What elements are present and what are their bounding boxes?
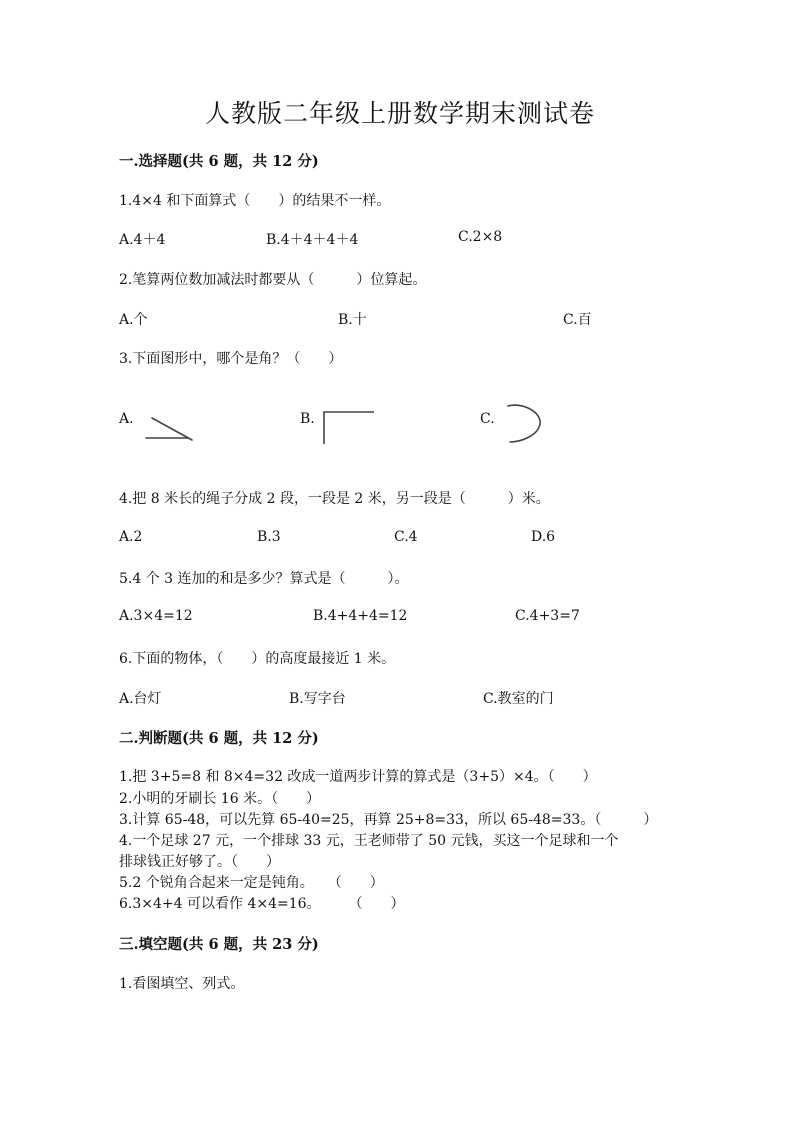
question-6-option-c: C.教室的门 <box>483 691 554 707</box>
judgement-item-3: 3.计算 65-48，可以先算 65-40=25，再算 25+8=33，所以 65-48=33。（ ） <box>119 812 658 828</box>
question-4-option-a: A.2 <box>119 529 143 545</box>
question-2-option-b: B.十 <box>338 312 367 328</box>
option-c-curve-figure <box>500 400 550 448</box>
question-3-stem: 3.下面图形中，哪个是角？（ ） <box>119 351 343 367</box>
question-4-option-b: B.3 <box>257 529 281 545</box>
question-6-option-a: A.台灯 <box>119 691 162 707</box>
option-a-figure <box>140 412 200 442</box>
question-4-option-c: C.4 <box>394 529 418 545</box>
option-b-angle-figure <box>320 408 380 448</box>
question-2-option-c: C.百 <box>563 312 592 328</box>
page-title: 人教版二年级上册数学期末测试卷 <box>204 99 595 128</box>
question-1-stem: 1.4×4 和下面算式（ ）的结果不一样。 <box>119 193 391 209</box>
question-5-option-c: C.4+3=7 <box>515 608 580 624</box>
judgement-item-2: 2.小明的牙刷长 16 米。（ ） <box>119 791 321 807</box>
question-4-option-d: D.6 <box>531 529 556 545</box>
question-5-option-b: B.4+4+4=12 <box>313 608 408 624</box>
question-2-option-a: A.个 <box>119 312 148 328</box>
section-heading-fill-blank: 三.填空题(共 6 题，共 23 分) <box>119 936 319 953</box>
question-3-option-b: B. <box>300 411 315 427</box>
question-6-option-b: B.写字台 <box>289 691 346 707</box>
question-1-option-b: B.4＋4＋4＋4 <box>266 232 359 248</box>
question-5-stem: 5.4 个 3 连加的和是多少？算式是（ ）。 <box>119 571 409 587</box>
question-6-stem: 6.下面的物体，（ ）的高度最接近 1 米。 <box>119 651 396 667</box>
question-1-option-a: A.4＋4 <box>119 232 166 248</box>
judgement-item-5: 5.2 个锐角合起来一定是钝角。 （ ） <box>119 875 384 891</box>
judgement-item-4-line-2: 排球钱正好够了。（ ） <box>119 854 280 870</box>
question-1-option-c: C.2×8 <box>458 229 503 245</box>
judgement-item-6: 6.3×4+4 可以看作 4×4=16。 （ ） <box>119 896 405 912</box>
question-2-stem: 2.笔算两位数加减法时都要从（ ）位算起。 <box>119 272 427 288</box>
question-3-option-a: A. <box>119 411 134 427</box>
fill-blank-item-1: 1.看图填空、列式。 <box>119 976 245 992</box>
question-3-option-c: C. <box>480 411 495 427</box>
judgement-item-4-line-1: 4.一个足球 27 元，一个排球 33 元，王老师带了 50 元钱，买这一个足球和一个 <box>119 833 619 849</box>
section-heading-choice: 一.选择题(共 6 题，共 12 分) <box>119 153 319 170</box>
judgement-item-1: 1.把 3+5=8 和 8×4=32 改成一道两步计算的算式是（3+5）×4。（ ） <box>119 769 597 785</box>
question-5-option-a: A.3×4=12 <box>119 608 193 624</box>
section-heading-true-false: 二.判断题(共 6 题，共 12 分) <box>119 730 319 747</box>
question-4-stem: 4.把 8 米长的绳子分成 2 段，一段是 2 米，另一段是（ ）米。 <box>119 491 550 507</box>
